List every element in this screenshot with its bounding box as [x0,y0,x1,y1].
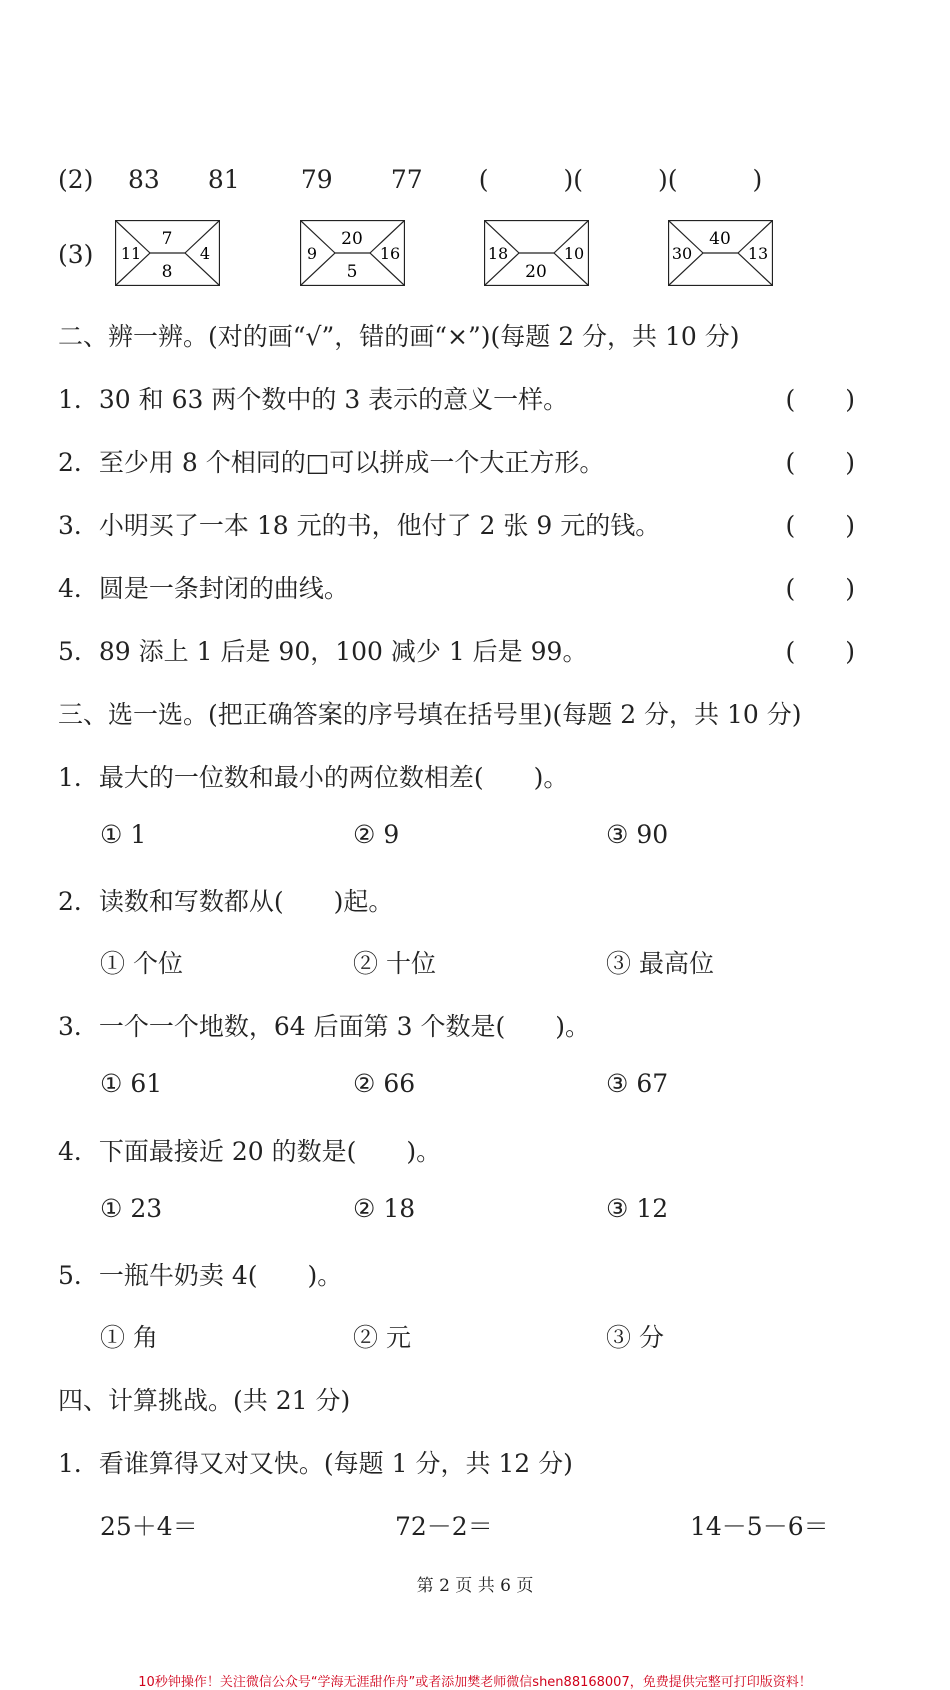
calc-expression: 72－2＝ [395,1512,493,1541]
envelope-left: 30 [671,244,693,263]
section4-sub1: 1．看谁算得又对又快。(每题 1 分，共 12 分) [58,1449,573,1478]
calc-expression: 25＋4＝ [100,1512,198,1541]
choice-option: ③ 67 [606,1069,669,1098]
envelope-left: 11 [120,244,142,263]
choice-option: ① 23 [100,1194,163,1223]
judge-item: 5．89 添上 1 后是 90，100 减少 1 后是 99。 [58,637,588,666]
choice-option: ① 61 [100,1069,163,1098]
envelope-2 [300,220,405,286]
choice-option: ② 元 [353,1323,411,1352]
sequence-number: 77 [390,165,423,194]
answer-paren: ( ) [785,448,855,477]
sequence-number: 83 [127,165,160,194]
envelope-1 [115,220,220,286]
judge-item: 2．至少用 8 个相同的□可以拼成一个大正方形。 [58,448,605,477]
envelope-top: 20 [341,229,363,249]
sequence-label: (2) [58,165,94,194]
answer-paren: ( ) [785,385,855,414]
page-footer: 第 2 页 共 6 页 [416,1576,534,1596]
sequence-number: 79 [300,165,333,194]
choice-option: ③ 12 [606,1194,669,1223]
choice-option: ① 1 [100,820,147,849]
section2-heading: 二、辨一辨。(对的画“√”，错的画“×”)(每题 2 分，共 10 分) [58,322,740,351]
answer-paren: ( ) [785,574,855,603]
envelope-3 [484,220,589,286]
judge-item: 4．圆是一条封闭的曲线。 [58,574,349,603]
judge-item: 3．小明买了一本 18 元的书，他付了 2 张 9 元的钱。 [58,511,661,540]
answer-paren: ( ) [785,637,855,666]
envelope-right: 13 [747,244,769,263]
envelope-left: 18 [487,244,509,263]
judge-item: 1．30 和 63 两个数中的 3 表示的意义一样。 [58,385,569,414]
envelope-right: 10 [563,244,585,263]
choice-question: 1．最大的一位数和最小的两位数相差( )。 [58,763,569,792]
envelope-bottom: 20 [525,262,547,282]
choice-question: 4．下面最接近 20 的数是( )。 [58,1137,442,1166]
choice-option: ③ 分 [606,1323,664,1352]
envelope-right: 4 [199,244,211,263]
envelope-right: 16 [379,244,401,263]
choice-option: ① 个位 [100,949,183,978]
envelope-bottom: 8 [161,262,173,282]
envelope-top: 7 [161,229,173,249]
choice-question: 2．读数和写数都从( )起。 [58,887,394,916]
sequence-row [58,160,762,196]
answer-paren: ( ) [785,511,855,540]
envelope-bottom: 5 [346,262,358,282]
choice-option: ③ 最高位 [606,949,714,978]
calc-expression: 14－5－6＝ [690,1512,829,1541]
choice-option: ③ 90 [606,820,669,849]
choice-option: ① 角 [100,1323,158,1352]
envelope-top: 40 [709,229,731,249]
choice-question: 3．一个一个地数，64 后面第 3 个数是( )。 [58,1012,590,1041]
choice-option: ② 9 [353,820,400,849]
choice-option: ② 66 [353,1069,416,1098]
choice-option: ② 十位 [353,949,436,978]
envelopes-label: (3) [58,240,94,269]
choice-option: ② 18 [353,1194,416,1223]
section4-heading: 四、计算挑战。(共 21 分) [58,1386,351,1415]
envelope-left: 9 [306,244,318,263]
sequence-blanks: ( )( )( ) [478,165,763,194]
section3-heading: 三、选一选。(把正确答案的序号填在括号里)(每题 2 分，共 10 分) [58,700,802,729]
choice-question: 5．一瓶牛奶卖 4( )。 [58,1261,343,1290]
sequence-number: 81 [207,165,240,194]
promo-banner: 10秒钟操作！关注微信公众号“学海无涯甜作舟”或者添加樊老师微信shen88168007，免费提供完整可打印版资料！ [138,1675,812,1690]
envelope-4 [668,220,773,286]
